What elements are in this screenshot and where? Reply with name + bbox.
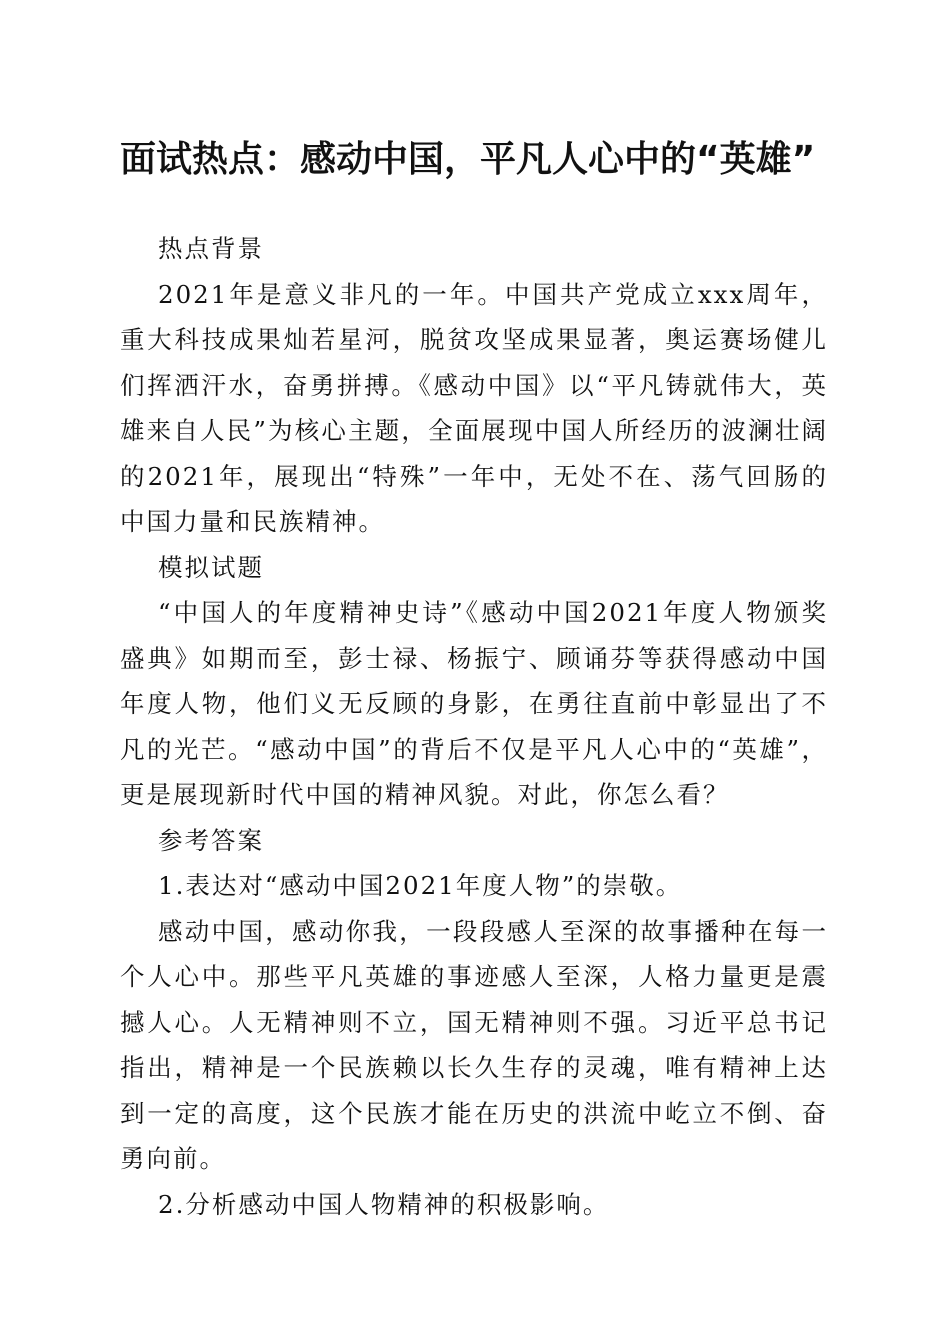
section-heading-answer: 参考答案 <box>158 825 264 855</box>
answer-point-2: 2.分析感动中国人物精神的积极影响。 <box>158 1189 610 1219</box>
paragraph-background: 2021年是意义非凡的一年。中国共产党成立xxx周年，重大科技成果灿若星河，脱贫攻坚成果显著，奥运赛场健儿们挥洒汗水，奋勇拼搏。《感动中国》以“平凡铸就伟大，英雄来自人民”为核心主题，全面展现中国人所经历的波澜壮阔的2021年，展现出“特殊”一年中，无处不在、荡气回肠的中国力量和民族精神。 <box>120 279 828 536</box>
section-heading-background: 热点背景 <box>158 234 264 263</box>
paragraph-question: “中国人的年度精神史诗”《感动中国2021年度人物颁奖盛典》如期而至，彭士禄、杨振宁、顾诵芬等获得感动中国年度人物，他们义无反顾的身影，在勇往直前中彰显出了不凡的光芒。“感动中国”的背后不仅是平凡人心中的“英雄”，更是展现新时代中国的精神风貌。对此，你怎么看？ <box>120 598 828 809</box>
answer-point-1: 1.表达对“感动中国2021年度人物”的崇敬。 <box>158 871 683 900</box>
paragraph-answer-1: 感动中国，感动你我，一段段感人至深的故事播种在每一个人心中。那些平凡英雄的事迹感人至深，人格力量更是震撼人心。人无精神则不立，国无精神则不强。习近平总书记指出，精神是一个民族赖以长久生存的灵魂，唯有精神上达到一定的高度，这个民族才能在历史的洪流中屹立不倒、奋勇向前。 <box>120 916 828 1173</box>
document-body <box>120 226 828 1227</box>
section-heading-question: 模拟试题 <box>158 552 264 582</box>
document-title: 面试热点：感动中国，平凡人心中的“英雄” <box>120 139 816 180</box>
